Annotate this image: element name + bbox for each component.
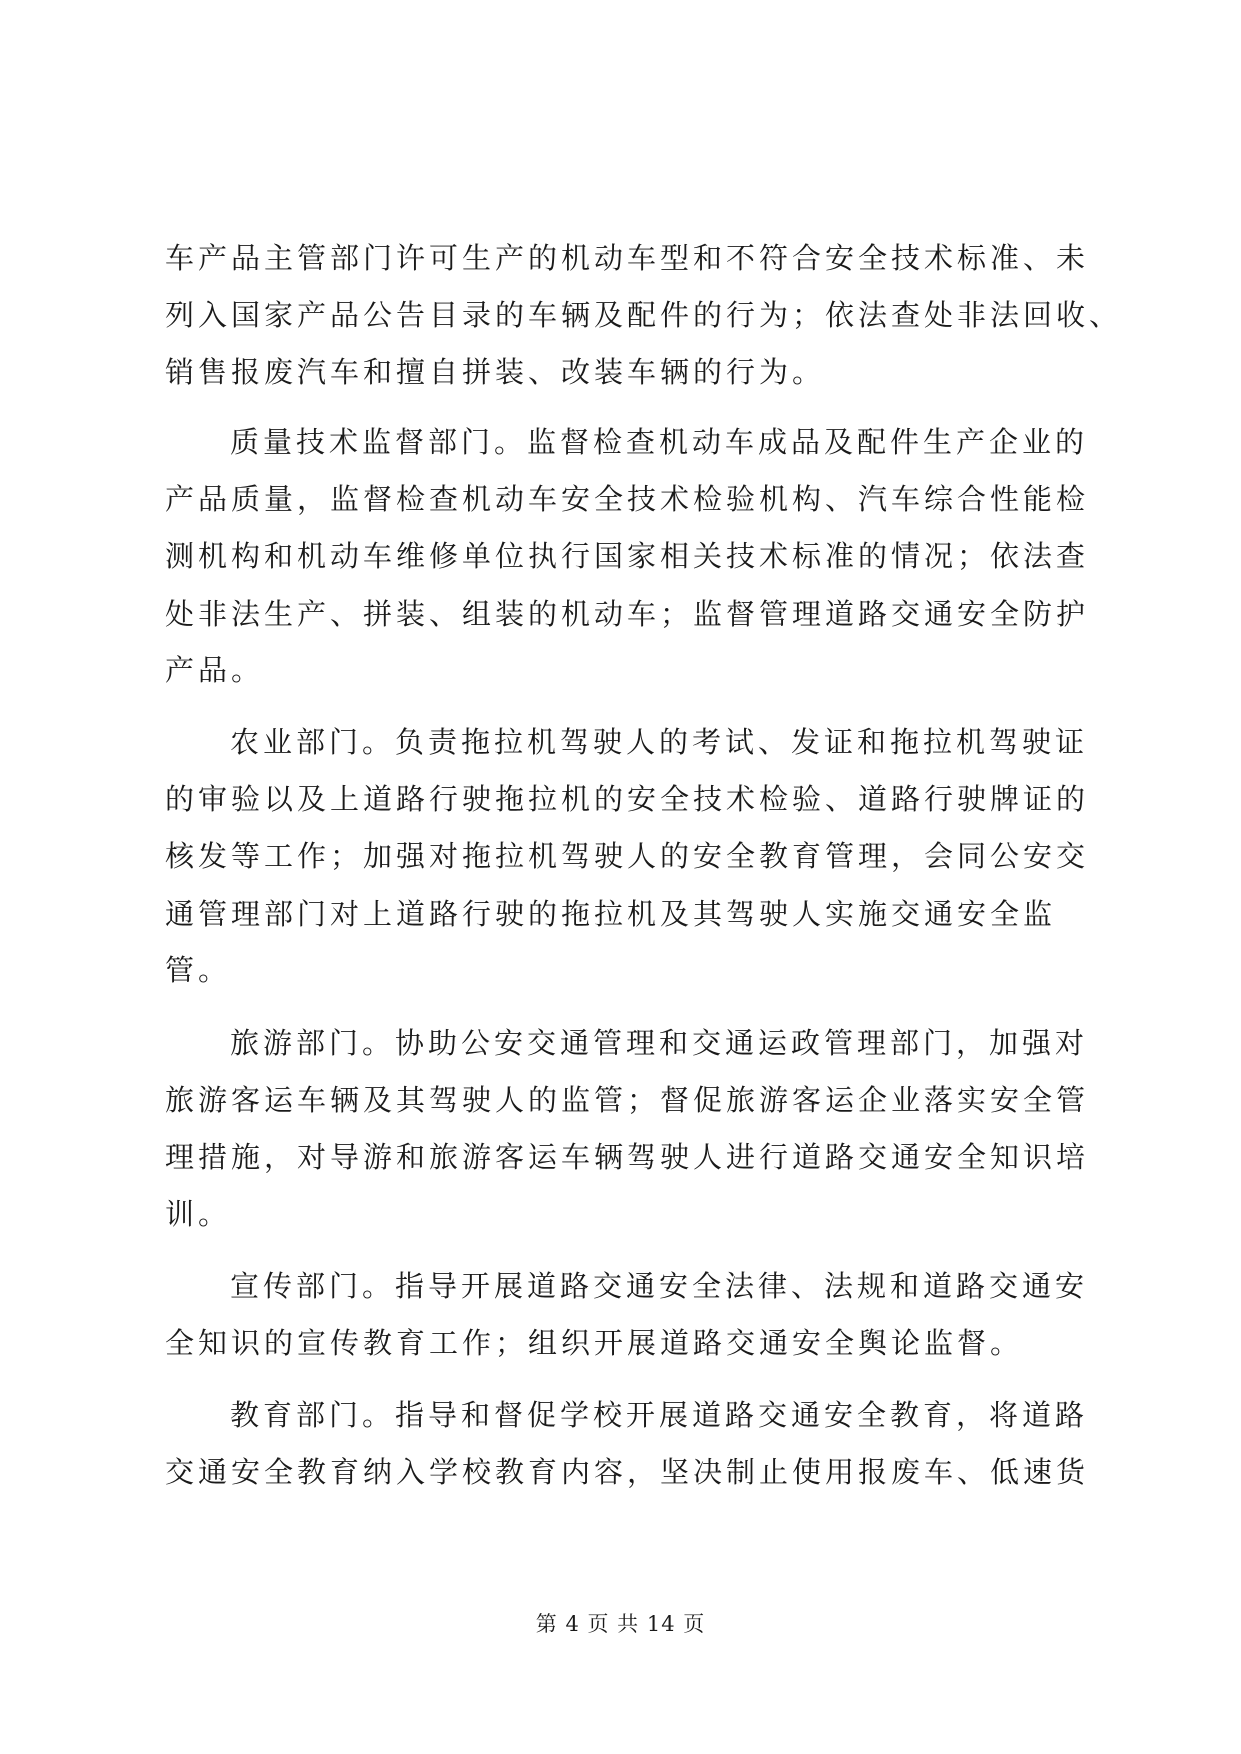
paragraph-start-line: 宣传部门。指导开展道路交通安全法律、法规和道路交通安 [230,1269,1089,1303]
text-line: 全知识的宣传教育工作；组织开展道路交通安全舆论监督。 [165,1326,1024,1360]
paragraph-start-line: 旅游部门。协助公安交通管理和交通运政管理部门，加强对 [230,1026,1089,1060]
text-line: 交通安全教育纳入学校教育内容，坚决制止使用报废车、低速货 [165,1455,1090,1489]
text-line: 测机构和机动车维修单位执行国家相关技术标准的情况；依法查 [165,539,1090,573]
text-line: 理措施，对导游和旅游客运车辆驾驶人进行道路交通安全知识培 [165,1140,1090,1174]
paragraph-start-line: 教育部门。指导和督促学校开展道路交通安全教育，将道路 [230,1398,1089,1432]
text-line: 的审验以及上道路行驶拖拉机的安全技术检验、道路行驶牌证的 [165,782,1090,816]
text-line: 处非法生产、拼装、组装的机动车；监督管理道路交通安全防护 [165,597,1090,631]
text-line: 产品。 [165,653,265,687]
text-line: 销售报废汽车和擅自拼装、改装车辆的行为。 [165,355,826,389]
paragraph-start-line: 农业部门。负责拖拉机驾驶人的考试、发证和拖拉机驾驶证 [230,725,1089,759]
text-line: 核发等工作；加强对拖拉机驾驶人的安全教育管理，会同公安交 [165,839,1090,873]
text-line: 车产品主管部门许可生产的机动车型和不符合安全技术标准、未 [165,241,1090,275]
text-line: 产品质量，监督检查机动车安全技术检验机构、汽车综合性能检 [165,482,1090,516]
text-line: 通管理部门对上道路行驶的拖拉机及其驾驶人实施交通安全监 [165,897,1057,931]
paragraph-start-line: 质量技术监督部门。监督检查机动车成品及配件生产企业的 [230,425,1089,459]
text-line: 旅游客运车辆及其驾驶人的监管；督促旅游客运企业落实安全管 [165,1083,1090,1117]
text-line: 管。 [165,953,232,987]
text-line: 训。 [165,1197,232,1231]
page-number-footer: 第 4 页 共 14 页 [535,1612,706,1636]
text-line: 列入国家产品公告目录的车辆及配件的行为；依法查处非法回收、 [165,298,1123,332]
